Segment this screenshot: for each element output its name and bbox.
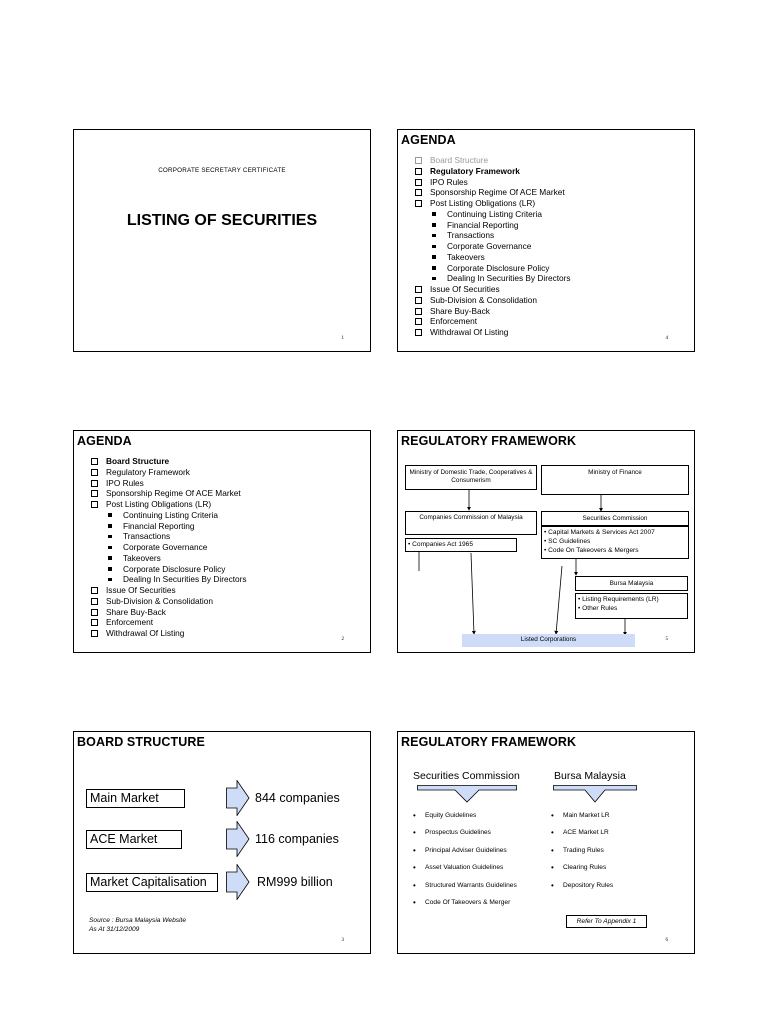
agenda-item-label: Takeovers	[447, 251, 485, 262]
presentation-title: LISTING OF SECURITIES	[126, 212, 318, 229]
slide-agenda-regulatory	[397, 129, 695, 352]
agenda-item-label: Dealing In Securities By Directors	[447, 273, 571, 284]
ministry-domestic-trade-box	[405, 465, 537, 490]
ace-market-count: 116 companies	[255, 832, 339, 846]
square-bullet-icon	[108, 524, 112, 528]
bursa-rules-list	[551, 812, 613, 899]
agenda-subitem	[414, 241, 571, 252]
slide-heading: AGENDA	[401, 133, 456, 147]
checkbox-bullet-icon	[91, 609, 98, 616]
agenda-item-label: Sub-Division & Consolidation	[430, 294, 537, 305]
agenda-item	[90, 628, 247, 639]
guideline-item: • Code Of Takeovers & Merger	[413, 899, 517, 916]
agenda-item-label: Regulatory Framework	[106, 466, 190, 477]
agenda-item-label: IPO Rules	[430, 176, 468, 187]
ace-market-box: ACE Market	[86, 830, 182, 849]
sc-column-title: Securities Commission	[413, 770, 520, 782]
appendix-reference: Refer To Appendix 1	[566, 915, 647, 928]
law-item-label: Listing Requirements (LR)	[582, 596, 659, 603]
checkbox-bullet-icon	[91, 480, 98, 487]
agenda-item-label: Share Buy-Back	[430, 305, 490, 316]
agenda-item	[414, 306, 571, 317]
slide-regulatory-diagram	[397, 430, 695, 653]
agenda-item	[414, 177, 571, 188]
agenda-item-label: Corporate Governance	[123, 542, 208, 552]
agenda-item-label: Board Structure	[430, 155, 489, 165]
agenda-item	[414, 198, 571, 209]
market-cap-value: RM999 billion	[257, 875, 333, 889]
checkbox-bullet-icon	[415, 189, 422, 196]
agenda-item-label: Issue Of Securities	[430, 284, 500, 294]
ministry-finance-label: Ministry of Finance	[588, 469, 642, 476]
agenda-item-label: Dealing In Securities By Directors	[123, 574, 247, 585]
ccm-box	[405, 511, 537, 535]
slide-board-structure	[73, 731, 371, 954]
slide-heading: REGULATORY FRAMEWORK	[401, 735, 577, 749]
law-item-label: SC Guidelines	[548, 538, 591, 545]
square-bullet-icon	[108, 578, 112, 582]
law-item	[544, 546, 686, 555]
slide-agenda-board	[73, 430, 371, 653]
agenda-item	[414, 295, 571, 306]
bullet-icon: •	[578, 605, 583, 612]
checkbox-bullet-icon	[415, 157, 422, 164]
ministry-domestic-trade-label: Ministry of Domestic Trade, Cooperatives & Consumerism	[409, 469, 533, 484]
agenda-item-label: Sponsorship Regime Of ACE Market	[430, 187, 565, 198]
checkbox-bullet-icon	[91, 458, 98, 465]
down-arrow-icon	[553, 785, 637, 803]
agenda-item	[90, 607, 247, 618]
agenda-item	[414, 166, 571, 177]
bullet-icon: •	[578, 596, 583, 603]
law-item	[408, 540, 514, 549]
checkbox-bullet-icon	[415, 329, 422, 336]
guideline-item: • Principal Adviser Guidelines	[413, 847, 517, 864]
square-bullet-icon	[432, 234, 436, 238]
agenda-item-label: Financial Reporting	[447, 219, 519, 230]
square-bullet-icon	[432, 266, 436, 270]
guideline-item: • Structured Warrants Guidelines	[413, 882, 517, 899]
law-item-label: Code On Takeovers & Mergers	[548, 547, 639, 554]
ccm-label: Companies Commission of Malaysia	[419, 514, 523, 521]
down-arrow-icon	[417, 785, 517, 803]
slide-heading: REGULATORY FRAMEWORK	[401, 434, 577, 448]
agenda-item-label: Continuing Listing Criteria	[123, 509, 219, 520]
agenda-item-label: Post Listing Obligations (LR)	[106, 499, 212, 509]
agenda-item-label: Sub-Division & Consolidation	[106, 595, 213, 606]
bursa-rules-box	[575, 593, 688, 619]
agenda-subitem	[414, 263, 571, 274]
arrow-right-icon	[226, 780, 250, 816]
agenda-item	[90, 456, 247, 467]
agenda-item-label: Financial Reporting	[123, 520, 195, 531]
agenda-subitem	[414, 252, 571, 263]
slide-heading: AGENDA	[77, 434, 132, 448]
slide-heading: BOARD STRUCTURE	[77, 735, 205, 749]
ccm-laws-box	[405, 538, 517, 552]
checkbox-bullet-icon	[415, 308, 422, 315]
square-bullet-icon	[108, 513, 112, 517]
agenda-item-label: Corporate Disclosure Policy	[447, 262, 550, 273]
agenda-item-label: Corporate Disclosure Policy	[123, 563, 226, 574]
bursa-label: Bursa Malaysia	[609, 580, 654, 587]
agenda-item	[90, 499, 247, 510]
checkbox-bullet-icon	[415, 179, 422, 186]
agenda-item	[90, 467, 247, 478]
listed-corporations-label: Listed Corporations	[520, 636, 577, 643]
arrow-sc-to-listed	[556, 566, 562, 634]
agenda-item-label: Regulatory Framework	[430, 165, 520, 176]
page-number: 3	[341, 938, 344, 943]
agenda-item-label: Withdrawal Of Listing	[106, 628, 185, 638]
main-market-box: Main Market	[86, 789, 185, 808]
agenda-item-label: Enforcement	[106, 617, 154, 628]
agenda-item	[90, 478, 247, 489]
ministry-finance-box	[541, 465, 689, 495]
agenda-list	[414, 155, 571, 338]
page-number: 1	[341, 336, 344, 341]
market-cap-box: Market Capitalisation	[86, 873, 218, 892]
checkbox-bullet-icon	[91, 598, 98, 605]
square-bullet-icon	[432, 212, 436, 216]
checkbox-bullet-icon	[415, 318, 422, 325]
bursa-rules-list	[578, 595, 685, 613]
agenda-subitem	[90, 510, 247, 521]
sc-guidelines-list	[413, 812, 517, 916]
guideline-item: • Asset Valuation Guidelines	[413, 864, 517, 881]
agenda-item	[90, 617, 247, 628]
agenda-subitem	[414, 230, 571, 241]
checkbox-bullet-icon	[91, 619, 98, 626]
agenda-item	[414, 327, 571, 338]
square-bullet-icon	[108, 556, 112, 560]
agenda-item	[90, 488, 247, 499]
checkbox-bullet-icon	[91, 630, 98, 637]
page-number: 5	[665, 637, 668, 642]
sc-laws-box	[541, 526, 689, 559]
certificate-label: CORPORATE SECRETARY CERTIFICATE	[158, 167, 286, 174]
agenda-subitem	[90, 531, 247, 542]
agenda-subitem	[90, 553, 247, 564]
agenda-item-label: Withdrawal Of Listing	[430, 327, 509, 337]
agenda-item	[414, 187, 571, 198]
agenda-item-label: Board Structure	[106, 456, 170, 466]
agenda-item-label: Continuing Listing Criteria	[447, 208, 543, 219]
agenda-item-label: Transactions	[123, 531, 171, 542]
square-bullet-icon	[108, 535, 112, 539]
as-at-date: As At 31/12/2009	[89, 926, 140, 933]
law-item	[578, 595, 685, 604]
law-item-label: Capital Markets & Services Act 2007	[548, 529, 655, 536]
checkbox-bullet-icon	[91, 587, 98, 594]
arrow-right-icon	[226, 864, 250, 900]
agenda-item-label: Corporate Governance	[447, 241, 532, 251]
agenda-item-label: Share Buy-Back	[106, 606, 166, 617]
slide-title	[73, 129, 371, 352]
arrow-ccm-to-listed	[471, 553, 474, 634]
agenda-item-label: Issue Of Securities	[106, 585, 176, 595]
agenda-item-label: Sponsorship Regime Of ACE Market	[106, 488, 241, 499]
agenda-item	[90, 585, 247, 596]
page-number: 6	[665, 938, 668, 943]
guideline-item: • ACE Market LR	[551, 829, 613, 846]
agenda-item-label: IPO Rules	[106, 477, 144, 488]
bullet-icon: •	[544, 529, 549, 536]
agenda-item	[414, 316, 571, 327]
agenda-subitem	[414, 273, 571, 284]
law-item	[544, 528, 686, 537]
agenda-item-label: Takeovers	[123, 552, 161, 563]
square-bullet-icon	[432, 255, 436, 259]
page-number: 2	[341, 637, 344, 642]
square-bullet-icon	[432, 245, 436, 249]
agenda-item-label: Enforcement	[430, 316, 478, 327]
bursa-column-title: Bursa Malaysia	[554, 770, 626, 782]
guideline-item: • Main Market LR	[551, 812, 613, 829]
agenda-subitem	[90, 564, 247, 575]
checkbox-bullet-icon	[91, 469, 98, 476]
main-market-count: 844 companies	[255, 791, 340, 805]
source-note	[89, 916, 186, 934]
square-bullet-icon	[108, 546, 112, 550]
square-bullet-icon	[432, 277, 436, 281]
bullet-icon: •	[544, 547, 549, 554]
agenda-subitem	[90, 542, 247, 553]
page-number: 4	[665, 336, 668, 341]
guideline-item: • Clearing Rules	[551, 864, 613, 881]
sc-label: Securities Commission	[582, 515, 648, 522]
agenda-item	[90, 596, 247, 607]
bullet-icon: •	[408, 541, 413, 548]
agenda-item	[414, 284, 571, 295]
guideline-item: • Prospectus Guidelines	[413, 829, 517, 846]
square-bullet-icon	[108, 567, 112, 571]
law-item-label: Other Rules	[582, 605, 618, 612]
checkbox-bullet-icon	[415, 286, 422, 293]
guideline-item: • Depository Rules	[551, 882, 613, 899]
sc-box	[541, 511, 689, 526]
guideline-item: • Equity Guidelines	[413, 812, 517, 829]
law-item	[544, 537, 686, 546]
checkbox-bullet-icon	[415, 168, 422, 175]
arrow-right-icon	[226, 821, 250, 857]
slide-regulatory-guidelines	[397, 731, 695, 954]
agenda-subitem	[90, 521, 247, 532]
square-bullet-icon	[432, 223, 436, 227]
ccm-laws-list	[408, 540, 514, 549]
checkbox-bullet-icon	[415, 200, 422, 207]
agenda-item-label: Post Listing Obligations (LR)	[430, 198, 536, 208]
listed-corporations-box	[462, 634, 635, 647]
bursa-box	[575, 576, 688, 591]
guideline-item: • Trading Rules	[551, 847, 613, 864]
agenda-subitem	[414, 209, 571, 220]
sc-laws-list	[544, 528, 686, 555]
law-item	[578, 604, 685, 613]
checkbox-bullet-icon	[91, 501, 98, 508]
agenda-subitem	[90, 574, 247, 585]
agenda-list	[90, 456, 247, 639]
checkbox-bullet-icon	[91, 490, 98, 497]
source-line: Source : Bursa Malaysia Website	[89, 917, 186, 924]
law-item-label: Companies Act 1965	[412, 541, 473, 548]
agenda-item	[414, 155, 571, 166]
agenda-subitem	[414, 220, 571, 231]
checkbox-bullet-icon	[415, 297, 422, 304]
bullet-icon: •	[544, 538, 549, 545]
agenda-item-label: Transactions	[447, 230, 495, 241]
